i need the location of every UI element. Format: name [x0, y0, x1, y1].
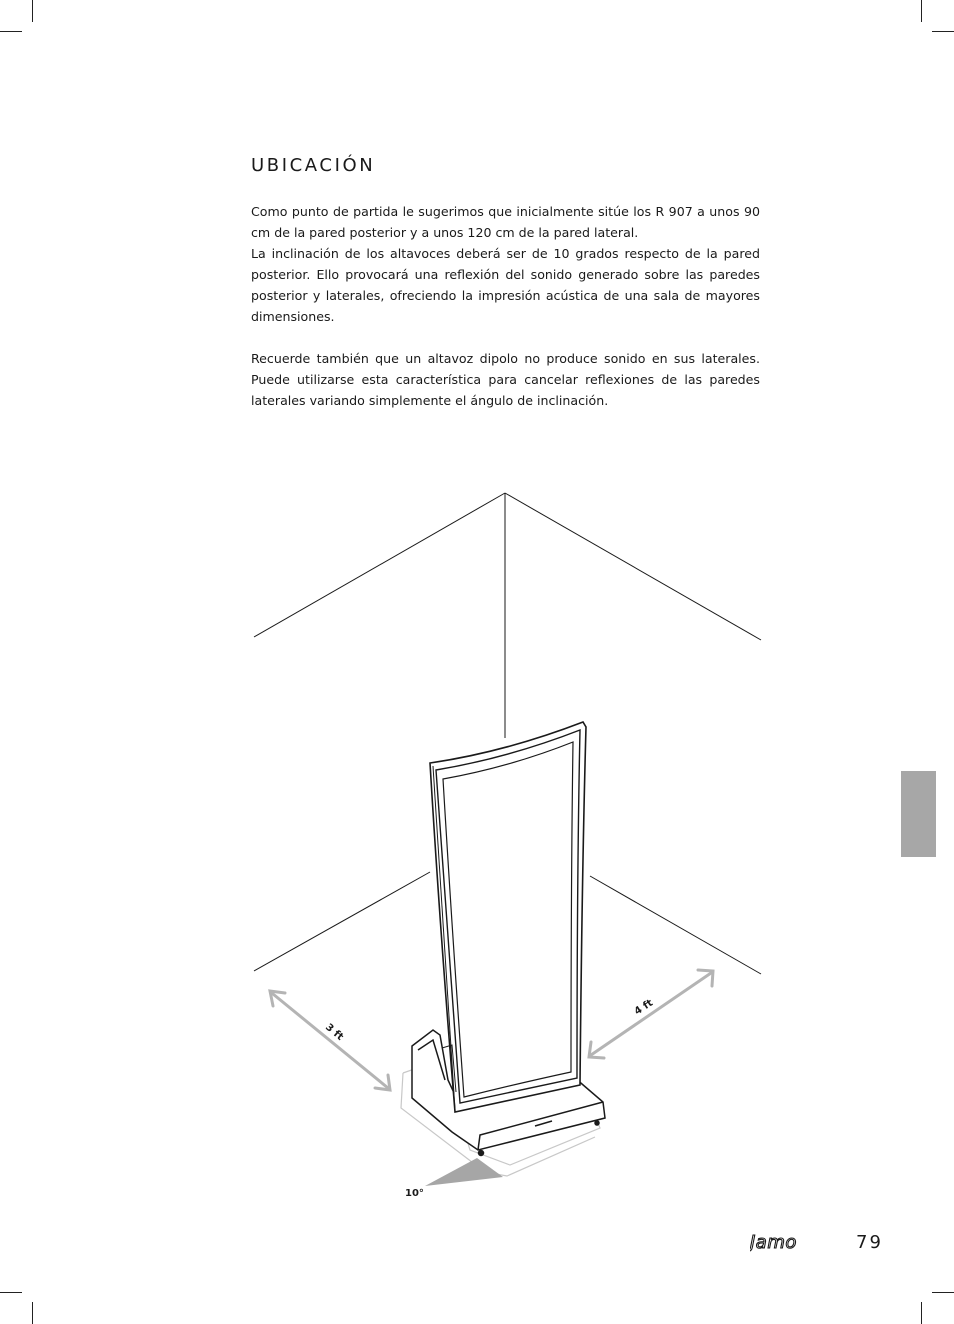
jamo-logo-text: Jamo [750, 1232, 797, 1252]
paragraph-line: Recuerde también que un altavoz dipolo no produce sonido en sus laterales. Puede utilizarse esta característica para cancelar reflexiones de las paredes laterales variando simplemente el ángulo de inclinación. [251, 351, 760, 408]
dimension-arrow-side [589, 970, 713, 1058]
jamo-logo [750, 1232, 828, 1252]
paragraph-line: La inclinación de los altavoces deberá ser de 10 grados respecto de la pared posterior. Ello provocará una reflexión del sonido generado sobre las paredes posterior y laterales, ofreciendo la impresión acústica de una sala de mayores dimensiones. [251, 246, 760, 324]
dimension-label-side: 4 ft [632, 997, 656, 1018]
dimension-label-back: 3 ft [323, 1021, 346, 1043]
paragraph-line: Como punto de partida le sugerimos que inicialmente sitúe los R 907 a unos 90 cm de la pared posterior y a unos 120 cm de la pared lateral. [251, 204, 760, 240]
tilt-angle-label: 10° [405, 1188, 424, 1199]
dipole-speaker-panel [430, 722, 586, 1112]
dimension-arrow-back [270, 991, 390, 1090]
section-title: UBICACIÓN [251, 155, 376, 176]
page-number: 79 [856, 1232, 883, 1253]
tilt-angle-wedge [425, 1158, 503, 1186]
